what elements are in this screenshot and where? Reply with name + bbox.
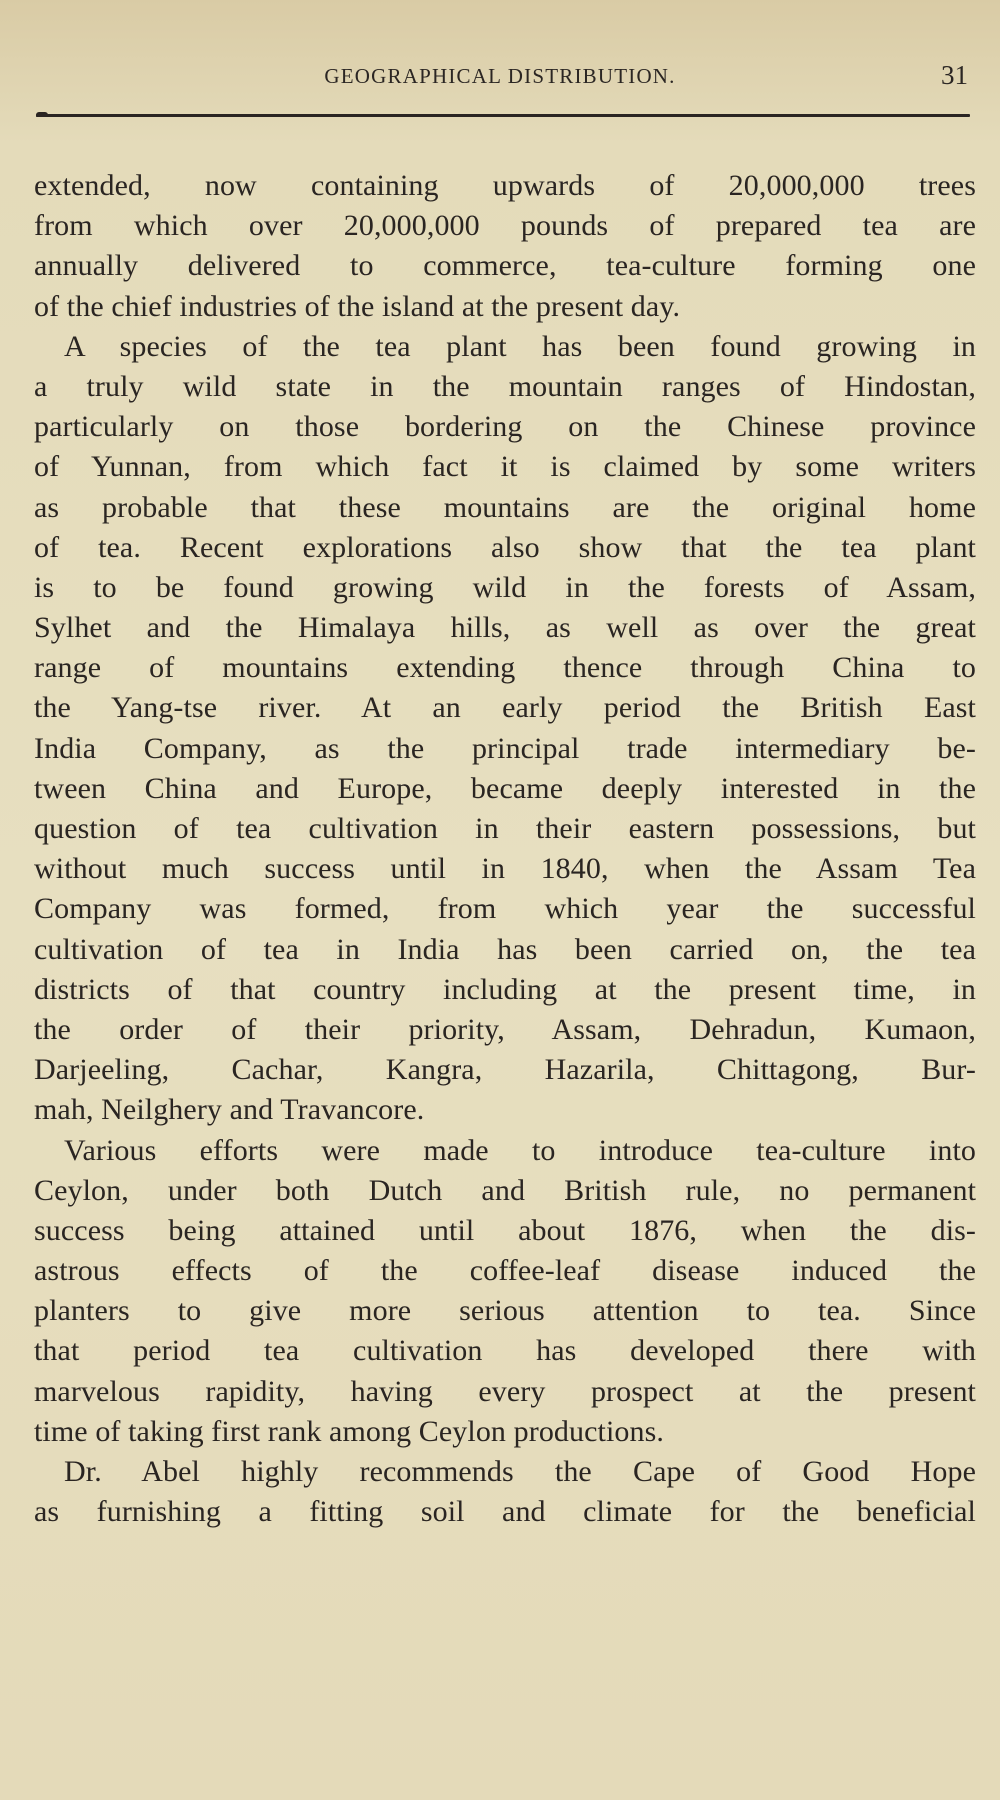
text-line: as furnishing a fitting soil and climate for the beneficial (34, 1495, 976, 1529)
text-line: a truly wild state in the mountain ranges of Hindostan, (34, 369, 976, 403)
text-line: mah, Neilghery and Travancore. (34, 1093, 425, 1127)
text-line: A species of the tea plant has been found growing in (64, 329, 976, 363)
text-line: districts of that country including at the present time, in (34, 972, 976, 1006)
header-rule-divider (36, 114, 970, 117)
running-title: GEOGRAPHICAL DISTRIBUTION. (324, 64, 676, 88)
text-line: extended, now containing upwards of 20,000,000 trees (34, 169, 976, 202)
text-line: annually delivered to commerce, tea-culture forming one (34, 249, 976, 283)
text-line: tween China and Europe, became deeply interested in the (34, 771, 976, 805)
text-line: range of mountains extending thence through China to (34, 651, 976, 685)
text-line: planters to give more serious attention to tea. Since (34, 1294, 976, 1328)
text-line: without much success until in 1840, when the Assam Tea (34, 852, 976, 886)
text-line: India Company, as the principal trade intermediary be- (34, 731, 976, 765)
text-line: success being attained until about 1876, when the dis- (34, 1213, 976, 1247)
text-line: as probable that these mountains are the original home (34, 490, 976, 524)
text-line: the Yang-tse river. At an early period the British East (34, 691, 976, 725)
text-line: astrous effects of the coffee-leaf disease induced the (34, 1254, 976, 1288)
text-line: Sylhet and the Himalaya hills, as well as over the great (34, 611, 976, 645)
text-line: Ceylon, under both Dutch and British rule, no permanent (34, 1173, 976, 1207)
text-line: time of taking first rank among Ceylon productions. (34, 1414, 664, 1448)
running-head (0, 50, 1000, 90)
text-line: marvelous rapidity, having every prospect at the present (34, 1374, 976, 1408)
text-line: of the chief industries of the island at the present day. (34, 289, 681, 323)
paragraph (34, 1131, 976, 1453)
text-line: Darjeeling, Cachar, Kangra, Hazarila, Chittagong, Bur- (34, 1053, 976, 1087)
text-line: Various efforts were made to introduce tea-culture into (64, 1133, 976, 1167)
text-line: question of tea cultivation in their eastern possessions, but (34, 812, 976, 845)
text-line: is to be found growing wild in the forests of Assam, (34, 570, 976, 604)
body-text (34, 166, 976, 1532)
paragraph (34, 327, 976, 1131)
text-line: from which over 20,000,000 pounds of prepared tea are (34, 209, 976, 243)
text-line: Company was formed, from which year the successful (34, 892, 976, 926)
text-line: particularly on those bordering on the Chinese province (34, 410, 976, 444)
text-line: of tea. Recent explorations also show that the tea plant (34, 530, 976, 564)
page-number: 31 (941, 60, 968, 90)
paragraph (34, 1452, 976, 1532)
text-line: Dr. Abel highly recommends the Cape of Good Hope (64, 1455, 976, 1488)
paragraph (34, 166, 976, 327)
text-line: of Yunnan, from which fact it is claimed by some writers (34, 450, 976, 484)
text-line: cultivation of tea in India has been carried on, the tea (34, 932, 976, 966)
text-line: that period tea cultivation has developed there with (34, 1334, 976, 1368)
text-line: the order of their priority, Assam, Dehradun, Kumaon, (34, 1012, 976, 1046)
